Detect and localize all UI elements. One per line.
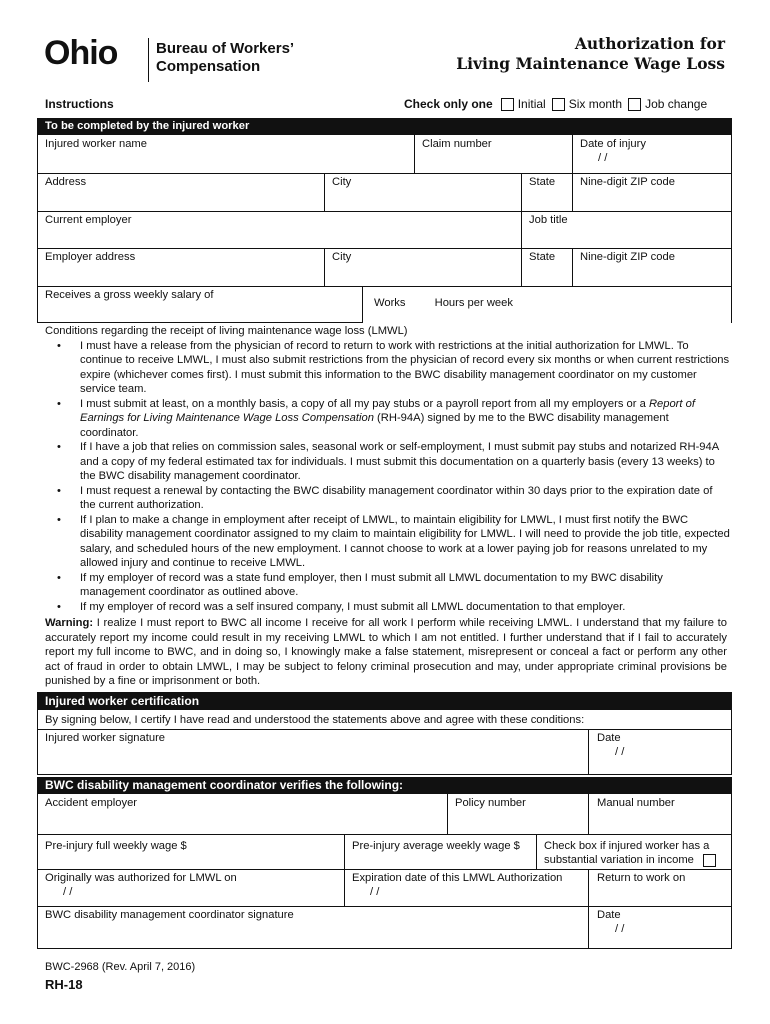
address-label: Address (45, 176, 87, 188)
coordinator-signature-field[interactable] (38, 906, 589, 948)
row-accident-employer (38, 794, 731, 835)
date-of-injury-field[interactable] (573, 135, 731, 173)
option-initial-label: Initial (517, 97, 546, 111)
certification-statement-row (38, 710, 731, 730)
certification-date-field[interactable] (589, 729, 731, 774)
option-six-month[interactable] (552, 97, 622, 111)
originally-authorized-slashes: / / (63, 886, 73, 898)
condition-item: • I must have a release from the physician of record to return to work with restrictions at the initial authorization for LMWL. To continue to receive LMWL, I must also submit restrictions from the physician of record every six months or when current restrictions expire (whichever comes first). I must submit this information to the BWC disability management coordinator on my customer service team. (45, 339, 730, 397)
bureau-name-line1: Bureau of Workers’ (156, 40, 295, 57)
average-wage-label: Pre-injury average weekly wage $ (352, 840, 520, 852)
form-code: RH-18 (45, 977, 83, 992)
certification-statement: By signing below, I certify I have read and understood the statements above and agree with these conditions: (45, 714, 585, 726)
hours-per-week-label: Hours per week (434, 297, 513, 309)
check-only-one-group (404, 97, 713, 111)
employer-address-label: Employer address (45, 251, 136, 263)
variation-checkbox[interactable] (703, 854, 716, 867)
row-name-claim (38, 135, 731, 174)
return-to-work-field[interactable] (589, 869, 731, 906)
works-label: Works (374, 297, 406, 309)
average-wage-field[interactable] (345, 834, 537, 869)
variation-label-line2-text: substantial variation in income (544, 854, 694, 866)
job-title-label: Job title (529, 214, 568, 226)
condition-item2-text-a: I must submit at least, on a monthly basis, a copy of all my pay stubs or a payroll report from all my employers or a (80, 397, 649, 410)
coordinator-date-slashes: / / (615, 923, 625, 935)
injured-worker-name-label: Injured worker name (45, 138, 147, 150)
claim-number-field[interactable] (415, 135, 573, 173)
condition-item: • I must request a renewal by contacting the BWC disability management coordinator within 30 days prior to the expiration date of the current authorization. (45, 484, 730, 513)
conditions-heading: Conditions regarding the receipt of living maintenance wage loss (LMWL) (45, 325, 408, 337)
expiration-date-label: Expiration date of this LMWL Authorization (352, 872, 563, 884)
gross-salary-field[interactable] (38, 286, 363, 323)
condition-item: • If my employer of record was a state fund employer, then I must submit all LMWL documentation to my BWC disability management coordinator as outlined above. (45, 571, 730, 600)
section-injured-worker-heading: To be completed by the injured worker (37, 118, 732, 135)
current-employer-field[interactable] (38, 211, 522, 248)
variation-field (537, 834, 731, 869)
employer-address-field[interactable] (38, 248, 325, 286)
employer-state-field[interactable] (522, 248, 573, 286)
coordinator-date-field[interactable] (589, 906, 731, 948)
certification-date-slashes: / / (615, 746, 625, 758)
injured-worker-fields (37, 135, 732, 323)
employer-zip-label: Nine-digit ZIP code (580, 251, 675, 263)
state-field[interactable] (522, 173, 573, 211)
manual-number-label: Manual number (597, 797, 675, 809)
coordinator-signature-label: BWC disability management coordinator signature (45, 909, 294, 921)
condition-item2-text-b: (RH-94A) signed by me to the BWC disability management coordinator. (80, 412, 669, 439)
city-field[interactable] (325, 173, 522, 211)
form-number: BWC-2968 (Rev. April 7, 2016) (45, 961, 196, 973)
certification-signature-row (38, 729, 731, 774)
job-change-checkbox[interactable] (628, 98, 641, 111)
condition-item: • If my employer of record was a self insured company, I must submit all LMWL documentation to that employer. (45, 600, 730, 615)
injured-worker-signature-label: Injured worker signature (45, 732, 166, 744)
current-employer-label: Current employer (45, 214, 132, 226)
bwc-fields (37, 794, 732, 949)
option-job-change-label: Job change (645, 97, 708, 111)
accident-employer-field[interactable] (38, 794, 448, 834)
condition-item: • If I plan to make a change in employment after receipt of LMWL, to maintain eligibility for LMWL, I must first notify the BWC disability management coordinator assigned to my claim to maintain eligibility for LMWL. I will need to provide the job title, expected salary, and scheduled hours of the new employment. I cannot choose to work at a lower paying job for reasons unrelated to my allowed injury and continue to receive LMWL. (45, 513, 730, 571)
city-label: City (332, 176, 352, 188)
bwc-heading: BWC disability management coordinator verifies the following: (37, 777, 732, 794)
claim-number-label: Claim number (422, 138, 492, 150)
zip-label: Nine-digit ZIP code (580, 176, 675, 188)
ohio-logo: Ohio (44, 34, 118, 72)
employer-city-field[interactable] (325, 248, 522, 286)
gross-salary-label: Receives a gross weekly salary of (45, 289, 214, 301)
injured-worker-name-field[interactable] (38, 135, 415, 173)
condition-item: • If I have a job that relies on commission sales, seasonal work or self-employment, I must submit pay stubs and notarized RH-94A and a copy of my federal estimated tax for individuals. I must submit this documentation on a quarterly basis (every 13 weeks) to the BWC disability management coordinator. (45, 440, 730, 484)
row-coordinator-signature (38, 906, 731, 948)
option-initial[interactable] (501, 97, 546, 111)
originally-authorized-label: Originally was authorized for LMWL on (45, 872, 237, 884)
policy-number-field[interactable] (448, 794, 589, 834)
conditions-section (45, 324, 730, 614)
warning-label: Warning: (45, 617, 94, 629)
option-six-month-label: Six month (568, 97, 623, 111)
six-month-checkbox[interactable] (552, 98, 565, 111)
expiration-date-slashes: / / (370, 886, 380, 898)
full-wage-field[interactable] (38, 834, 345, 869)
form-title-line2: Living Maintenance Wage Loss (456, 54, 725, 73)
instructions-label: Instructions (45, 97, 114, 111)
employer-city-label: City (332, 251, 352, 263)
row-salary (38, 286, 731, 323)
variation-label-line2 (544, 853, 731, 867)
certification-heading: Injured worker certification (37, 692, 732, 710)
initial-checkbox[interactable] (501, 98, 514, 111)
full-wage-label: Pre-injury full weekly wage $ (45, 840, 187, 852)
form-title (456, 34, 725, 74)
state-label: State (529, 176, 556, 188)
date-of-injury-label: Date of injury (580, 138, 646, 150)
injured-worker-signature-field[interactable] (38, 729, 589, 774)
warning-paragraph (45, 616, 727, 689)
conditions-list (45, 339, 730, 615)
condition-item2-italic: Report of Earnings for Living Maintenance Wage Loss Compensation (80, 397, 695, 424)
check-only-one-label: Check only one (404, 97, 493, 111)
option-job-change[interactable] (628, 97, 707, 111)
manual-number-field[interactable] (589, 794, 731, 834)
job-title-field[interactable] (522, 211, 731, 248)
certification-fields (37, 710, 732, 775)
warning-text: I realize I must report to BWC all income I receive for all work I perform while receiving LMWL. I understand that my failure to accurately report my income could result in my receiving LMWL to which I am not entitled. I further understand that if I fail to accurately report my full income to BWC, and in doing so, I knowingly make a false statement, misrepresent or conceal a fact or perform any other act of fraud in order to obtain LMWL, I may be subject to felony criminal prosecution and may, under appropriate criminal provisions be punished by a fine or imprisonment or both. (45, 617, 727, 688)
row-employer-address (38, 248, 731, 287)
row-employer (38, 211, 731, 249)
row-authorization-dates (38, 869, 731, 907)
bureau-name-line2: Compensation (156, 58, 261, 75)
address-field[interactable] (38, 173, 325, 211)
zip-field[interactable] (573, 173, 731, 211)
accident-employer-label: Accident employer (45, 797, 138, 809)
employer-zip-field[interactable] (573, 248, 731, 286)
logo-divider (148, 38, 149, 82)
hours-field[interactable] (363, 286, 733, 323)
policy-number-label: Policy number (455, 797, 526, 809)
return-to-work-label: Return to work on (597, 872, 686, 884)
expiration-date-field[interactable] (345, 869, 589, 906)
row-address (38, 173, 731, 212)
coordinator-date-label: Date (597, 909, 621, 921)
employer-state-label: State (529, 251, 556, 263)
certification-date-label: Date (597, 732, 621, 744)
row-wages (38, 834, 731, 870)
originally-authorized-field[interactable] (38, 869, 345, 906)
condition-item (45, 397, 730, 441)
form-title-line1: Authorization for (574, 34, 725, 53)
variation-label-line1: Check box if injured worker has a (544, 840, 710, 852)
date-of-injury-slashes: / / (598, 152, 608, 164)
bureau-name (156, 40, 294, 76)
